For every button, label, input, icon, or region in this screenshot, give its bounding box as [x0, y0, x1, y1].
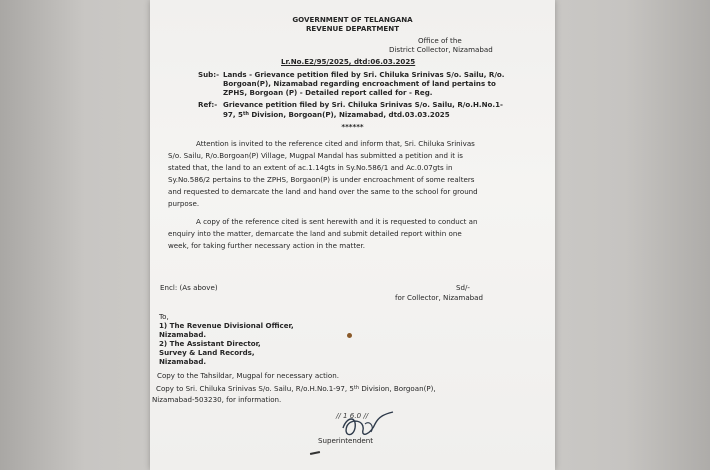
- separator-stars: ******: [341, 122, 364, 131]
- department-heading: REVENUE DEPARTMENT: [305, 24, 400, 33]
- copy-to-petitioner-line-2: Nizamabad-503230, for information.: [152, 395, 282, 404]
- letter-sheet: [150, 0, 555, 470]
- reference-line-1: Grievance petition filed by Sri. Chiluka Srinivas S/o. Sailu, R/o.H.No.1-: [223, 100, 503, 109]
- pen-mark: [310, 451, 320, 455]
- handwritten-date: // 1 6.0 //: [336, 411, 369, 420]
- office-line-2: District Collector, Nizamabad: [389, 45, 493, 54]
- body-para1-line-3: stated that, the land to an extent of ac.1.14gts in Sy.No.586/1 and Ac.0.07gts in: [168, 163, 453, 172]
- subject-line-3: ZPHS, Borgoan (P) - Detailed report called for - Reg.: [223, 88, 433, 97]
- enclosure-note: Encl: (As above): [160, 283, 218, 292]
- recipient-2-line-3: Nizamabad.: [159, 357, 207, 366]
- recipient-2-line-1: 2) The Assistant Director,: [159, 339, 261, 348]
- body-para2-line-1: A copy of the reference cited is sent herewith and it is requested to conduct an: [196, 217, 478, 226]
- body-para1-line-5: and requested to demarcate the land and hand over the same to the school for ground: [168, 187, 478, 196]
- office-line-1: Office of the: [418, 36, 462, 45]
- reference-label: Ref:-: [198, 100, 218, 109]
- letter-reference-number: Lr.No.E2/95/2025, dtd:06.03.2025: [281, 57, 416, 66]
- to-label: To,: [159, 312, 169, 321]
- recipient-1-line-2: Nizamabad.: [159, 330, 207, 339]
- body-para1-line-6: purpose.: [168, 199, 200, 208]
- subject-line-2: Borgoan(P), Nizamabad regarding encroachment of land pertains to: [223, 79, 496, 88]
- ink-spot: [347, 333, 352, 338]
- recipient-2-line-2: Survey & Land Records,: [159, 348, 255, 357]
- signature-sd: Sd/-: [456, 283, 470, 292]
- reference-line-2: 97, 5th Division, Borgoan(P), Nizamabad, dtd.03.03.2025: [223, 110, 450, 119]
- body-para1-line-4: Sy.No.586/2 pertains to the ZPHS, Borgaon(P) is under encroachment of some realters: [168, 175, 475, 184]
- body-para2-line-3: week, for taking further necessary action in the matter.: [168, 241, 365, 250]
- subject-line-1: Lands - Grievance petition filed by Sri. Chiluka Srinivas S/o. Sailu, R/o.: [223, 70, 505, 79]
- superintendent-designation: Superintendent: [318, 436, 374, 445]
- subject-label: Sub:-: [198, 70, 220, 79]
- body-para2-line-2: enquiry into the matter, demarcate the land and submit detailed report within one: [168, 229, 462, 238]
- body-para1-line-2: S/o. Sailu, R/o.Borgoan(P) Village, Mugpal Mandal has submitted a petition and it is: [168, 151, 463, 160]
- copy-to-tahsildar: Copy to the Tahsildar, Mugpal for necessary action.: [157, 371, 339, 380]
- signoff-for-collector: for Collector, Nizamabad: [395, 293, 484, 302]
- body-para1-line-1: Attention is invited to the reference cited and inform that, Sri. Chiluka Srinivas: [196, 139, 475, 148]
- copy-to-petitioner-line-1: Copy to Sri. Chiluka Srinivas S/o. Sailu, R/o.H.No.1-97, 5th Division, Borgoan(P),: [156, 384, 436, 393]
- recipient-1-line-1: 1) The Revenue Divisional Officer,: [159, 321, 294, 330]
- government-heading: GOVERNMENT OF TELANGANA: [292, 15, 413, 24]
